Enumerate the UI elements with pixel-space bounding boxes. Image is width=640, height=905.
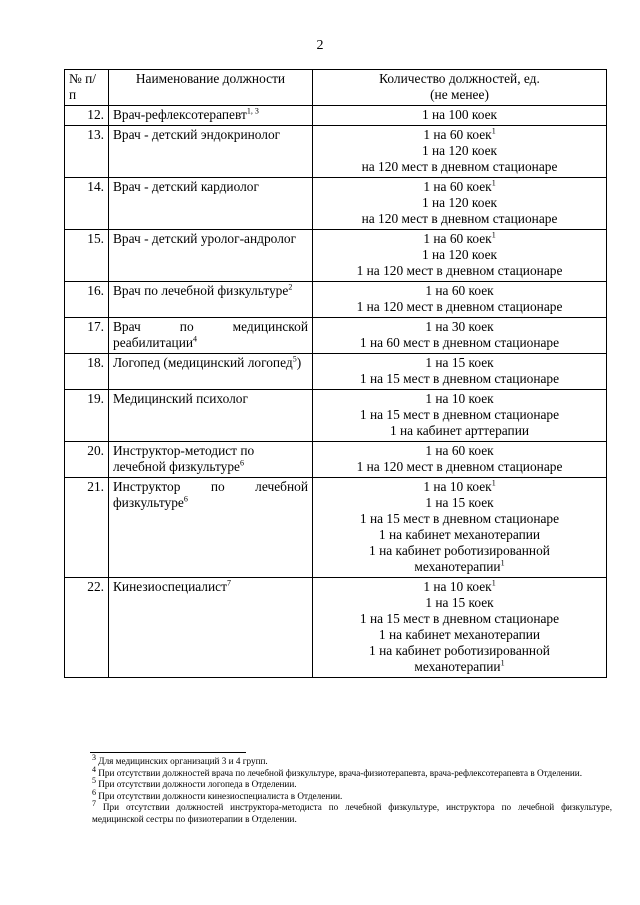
quantity-line [317,195,602,211]
quantity-text: 1 на 120 мест в дневном стационаре [356,299,563,314]
row-number: 12. [65,106,109,126]
table-row [65,354,607,390]
footnote-text: При отсутствии должности кинезиоспециалиста в Отделении. [98,790,343,801]
quantity-line [317,543,602,559]
quantity-text: 1 на кабинет арттерапии [389,423,530,438]
footnote-text: При отсутствии должностей инструктора-методиста по лечебной физкультуре, инструктора по лечебной физкультуре, медицинской сестры по физиотерапии в Отделении. [92,802,613,824]
position-quantity [313,578,607,678]
row-number: 22. [65,578,109,678]
position-name-text: Врач - детский кардиолог [113,179,259,194]
footnote-text: При отсутствии должности логопеда в Отделении. [98,779,297,789]
quantity-text: 1 на 120 мест в дневном стационаре [356,263,563,278]
quantity-text: 1 на кабинет механотерапии [378,627,541,642]
quantity-line [317,423,602,439]
quantity-text: 1 на 15 коек [425,355,494,370]
footnotes [92,752,613,825]
quantity-text: 1 на 15 мест в дневном стационаре [359,511,560,526]
position-name [109,578,313,678]
position-name [109,478,313,578]
quantity-line [317,107,602,123]
position-quantity [313,126,607,178]
footnote-ref: 6 [240,458,245,468]
staffing-table [64,69,607,678]
position-name [109,230,313,282]
footnote-mark: 5 [92,775,96,785]
quantity-line [317,627,602,643]
header-num-text: № п/п [69,71,97,102]
position-quantity [313,230,607,282]
quantity-line [317,495,602,511]
quantity-text: 1 на кабинет роботизированной [369,543,550,558]
quantity-line [317,391,602,407]
position-name-text: Врач - детский эндокринолог [113,127,281,142]
position-quantity [313,106,607,126]
table-row [65,230,607,282]
quantity-text: 1 на 100 коек [421,107,498,122]
position-quantity [313,390,607,442]
position-name-text: Врач по лечебной физкультуре [113,283,289,298]
quantity-text: 1 на 15 коек [425,595,494,610]
quantity-text: на 120 мест в дневном стационаре [361,211,558,226]
quantity-text: 1 на 60 коек [423,179,492,194]
quantity-line [317,643,602,659]
quantity-text: 1 на 15 мест в дневном стационаре [359,371,560,386]
table-row [65,578,607,678]
quantity-line [317,335,602,351]
table-row [65,390,607,442]
footnote-ref: 7 [226,578,231,588]
table-header-row [65,70,607,106]
position-name-text: Кинезиоспециалист [113,579,227,594]
footnote-ref: 1 [491,126,496,136]
quantity-text: 1 на 10 коек [423,579,492,594]
position-name [109,442,313,478]
table-body [65,106,607,678]
quantity-line [317,211,602,227]
quantity-line [317,479,602,495]
quantity-line [317,459,602,475]
quantity-line [317,559,602,575]
position-name [109,282,313,318]
quantity-text: 1 на 120 коек [421,143,498,158]
footnote-ref: 2 [288,282,293,292]
row-number: 18. [65,354,109,390]
quantity-line [317,407,602,423]
quantity-line [317,579,602,595]
quantity-line [317,143,602,159]
footnote [92,798,613,825]
header-name: Наименование должности [109,70,313,106]
quantity-line [317,527,602,543]
footnote-divider [90,752,246,753]
row-number: 16. [65,282,109,318]
quantity-text: 1 на 15 мест в дневном стационаре [359,611,560,626]
quantity-line [317,511,602,527]
quantity-line [317,611,602,627]
quantity-text: 1 на 10 коек [423,479,492,494]
quantity-line [317,159,602,175]
quantity-text: 1 на 30 коек [425,319,494,334]
footnote [92,787,612,803]
position-name [109,126,313,178]
position-name-text: Врач - детский уролог-андролог [113,231,297,246]
footnote-ref: 4 [193,334,198,344]
footnote-mark: 7 [92,798,96,808]
quantity-line [317,371,602,387]
footnote-mark: 3 [92,752,96,762]
position-name [109,178,313,230]
footnote-mark: 4 [92,764,96,774]
footnote-ref: 1 [491,178,496,188]
position-quantity [313,478,607,578]
footnote-ref: 1 [500,658,505,668]
footnote-ref: 1 [491,478,496,488]
position-quantity [313,282,607,318]
quantity-text: на 120 мест в дневном стационаре [361,159,558,174]
position-name-text: Логопед (медицинский логопед [113,355,293,370]
position-name [109,318,313,354]
header-qty [313,70,607,106]
quantity-text: механотерапии [414,559,501,574]
row-number: 21. [65,478,109,578]
quantity-line [317,355,602,371]
quantity-line [317,179,602,195]
position-name-text: Врач-рефлексотерапевт [113,107,247,122]
table-row [65,442,607,478]
quantity-text: 1 на 60 коек [423,231,492,246]
table-row [65,178,607,230]
quantity-text: 1 на 60 мест в дневном стационаре [359,335,560,350]
position-name [109,354,313,390]
row-number: 14. [65,178,109,230]
header-qty-line2: (не менее) [430,87,489,102]
footnote-ref: 1 [491,230,496,240]
footnote-ref: 5 [292,354,297,364]
footnote-mark: 6 [92,787,96,797]
quantity-text: 1 на 10 коек [425,391,494,406]
position-name-text: Инструктор-методист по лечебной физкультуре [113,443,255,474]
quantity-text: 1 на 60 коек [425,283,494,298]
quantity-text: 1 на 120 мест в дневном стационаре [356,459,563,474]
quantity-text: 1 на 120 коек [421,247,498,262]
quantity-line [317,443,602,459]
footnote-ref: 1, 3 [246,106,259,116]
footnote-ref: 6 [183,494,188,504]
position-quantity [313,318,607,354]
position-quantity [313,354,607,390]
quantity-line [317,319,602,335]
quantity-text: 1 на 60 коек [425,443,494,458]
position-name [109,390,313,442]
footnote-text: Для медицинских организаций 3 и 4 групп. [98,756,268,766]
header-num [65,70,109,106]
footnote [92,775,612,791]
quantity-line [317,595,602,611]
position-name-text: Медицинский психолог [113,391,248,406]
quantity-line [317,247,602,263]
quantity-line [317,127,602,143]
quantity-line [317,299,602,315]
quantity-line [317,659,602,675]
quantity-text: 1 на кабинет роботизированной [369,643,550,658]
row-number: 15. [65,230,109,282]
row-number: 20. [65,442,109,478]
table-row [65,478,607,578]
quantity-line [317,283,602,299]
footnote-ref: 1 [500,558,505,568]
quantity-text: 1 на 15 коек [425,495,494,510]
quantity-text: 1 на 15 мест в дневном стационаре [359,407,560,422]
footnote-ref: 1 [491,578,496,588]
footnote-text: При отсутствии должностей врача по лечебной физкультуре, врача-физиотерапевта, врача-рефлексотерапевта в Отделении. [98,767,583,778]
position-name-text: Инструктор по лечебной физкультуре [113,479,308,510]
quantity-text: 1 на 60 коек [423,127,492,142]
page-number: 2 [316,38,324,53]
quantity-line [317,231,602,247]
row-number: 17. [65,318,109,354]
header-qty-line1: Количество должностей, ед. [379,71,540,86]
table-row [65,106,607,126]
footnote [92,752,612,768]
position-quantity [313,442,607,478]
table-row [65,282,607,318]
quantity-line [317,263,602,279]
quantity-text: 1 на кабинет механотерапии [378,527,541,542]
quantity-text: механотерапии [414,659,501,674]
row-number: 19. [65,390,109,442]
table-row [65,126,607,178]
quantity-text: 1 на 120 коек [421,195,498,210]
table-row [65,318,607,354]
position-name [109,106,313,126]
footnote [92,764,612,780]
row-number: 13. [65,126,109,178]
position-name-text: Врач по медицинской реабилитации [113,319,308,350]
position-quantity [313,178,607,230]
position-name-suffix: ) [296,355,302,370]
